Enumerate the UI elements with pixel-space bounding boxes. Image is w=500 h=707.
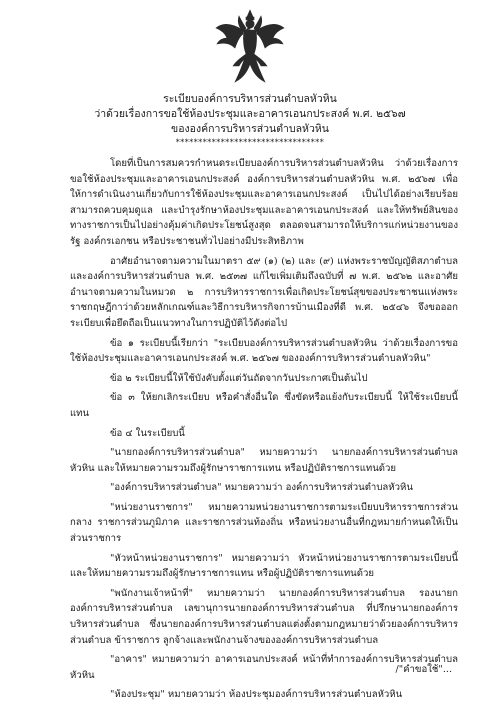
paragraph: "หน่วยงานราชการ" หมายความหน่วยงานราชการตามระเบียบบริหารราชการส่วนกลาง ราชการส่วนภูมิภาค และราชการส่วนท้องถิ่น หรือหน่วยงานอื่นที่กฎหมายกำหนดให้เป็นส่วนราชการ xyxy=(70,501,458,545)
garuda-emblem-icon xyxy=(213,8,287,86)
paragraph: "ห้องประชุม" หมายความว่า ห้องประชุมองค์การบริหารส่วนตำบลหัวหิน xyxy=(110,689,403,701)
paragraph: "อาคาร" หมายความว่า อาคารเอนกประสงค์ หน้าที่ทำการองค์การบริหารส่วนตำบลหัวหิน xyxy=(70,654,458,681)
title-line: ระเบียบองค์การบริหารส่วนตำบลหัวหิน xyxy=(163,93,337,105)
paragraph: อาศัยอำนาจตามความในมาตรา ๕๙ (๑) (๒) และ (๙) แห่งพระราชบัญญัติสภาตำบลและองค์การบริหารส่วนตำบล พ.ศ. ๒๕๓๗ แก้ไขเพิ่มเติมถึงฉบับที่ ๗ พ.ศ. ๒๕๖๒ และอาศัยอำนาจตามความในหมวด ๒ การบริหารราชการเพื่อเกิดประโยชน์สุขของประชาชนแห่งพระราชกฤษฎีกาว่าด้วยหลักเกณฑ์และวิธีการบริหารกิจการบ้านเมืองที่ดี พ.ศ. ๒๕๔๖ จึงขอออกระเบียบเพื่อยึดถือเป็นแนวทางในการปฏิบัติไว้ดังต่อไป xyxy=(70,255,458,329)
paragraph: "พนักงานเจ้าหน้าที่" หมายความว่า นายกองค์การบริหารส่วนตำบล รองนายกองค์การบริหารส่วนตำบล เลขานุการนายกองค์การบริหารส่วนตำบล ที่ปรึกษานายกองค์การบริหารส่วนตำบล ซึ่งนายกองค์การบริหารส่วนตำบลแต่งตั้งตามกฎหมายว่าด้วยองค์การบริหารส่วนตำบล ข้าราชการ ลูกจ้างและพนักงานจ้างขององค์การบริหารส่วนตำบล xyxy=(70,587,458,646)
paragraph: ข้อ ๒ ระเบียบนี้ให้ใช้บังคับตั้งแต่วันถัดจากวันประกาศเป็นต้นไป xyxy=(110,372,368,384)
paragraph: โดยที่เป็นการสมควรกำหนดระเบียบองค์การบริหารส่วนตำบลหัวหิน ว่าด้วยเรื่องการขอใช้ห้องประชุมและอาคารเอนกประสงค์ องค์การบริหารส่วนตำบลหัวหิน พ.ศ. ๒๕๖๗ เพื่อให้การดำเนินงานเกี่ยวกับการใช้ห้องประชุมและอาคารเอนกประสงค์ เป็นไปได้อย่างเรียบร้อย สามารถควบคุมดูแล และบำรุงรักษาห้องประชุมและอาคารเอนกประสงค์ และให้ทรัพย์สินของทางราชการเป็นไปอย่างคุ้มค่าเกิดประโยชน์สูงสุด ตลอดจนสามารถให้บริการแก่หน่วยงานของรัฐ องค์กรเอกชน หรือประชาชนทั่วไปอย่างมีประสิทธิภาพ xyxy=(70,158,458,247)
document-body xyxy=(70,156,458,707)
paragraph: ข้อ ๑ ระเบียบนี้เรียกว่า "ระเบียบองค์การบริหารส่วนตำบลหัวหิน ว่าด้วยเรื่องการขอใช้ห้องประชุมและอาคารเอนกประสงค์ พ.ศ. ๒๕๖๗ ขององค์การบริหารส่วนตำบลหัวหิน" xyxy=(70,337,458,365)
paragraph: "องค์การบริหารส่วนตำบล" หมายความว่า องค์การบริหารส่วนตำบลหัวหิน xyxy=(110,482,413,494)
paragraph: ข้อ ๔ ในระเบียบนี้ xyxy=(110,427,185,439)
paragraph: "นายกองค์การบริหารส่วนตำบล" หมายความว่า นายกองค์การบริหารส่วนตำบลหัวหิน และให้หมายความรวมถึงผู้รักษาราชการแทน หรือปฏิบัติราชการแทนด้วย xyxy=(70,447,458,474)
paragraph: "หัวหน้าหน่วยงานราชการ" หมายความว่า หัวหน้าหน่วยงานราชการตามระเบียบนี้และให้หมายความรวมถึงผู้รักษาราชการแทน หรือผู้ปฏิบัติราชการแทนด้วย xyxy=(70,552,458,580)
title-line: ขององค์การบริหารส่วนตำบลหัวหิน xyxy=(171,123,329,135)
document-title xyxy=(40,92,460,149)
paragraph: ข้อ ๓ ให้ยกเลิกระเบียบ หรือคำสั่งอื่นใด ซึ่งขัดหรือแย้งกับระเบียบนี้ ให้ใช้ระเบียบนี้แทน xyxy=(70,392,458,419)
next-page-marker: /"คำขอใช้"... xyxy=(395,664,452,675)
separator-stars: ********************************* xyxy=(175,138,325,147)
title-line: ว่าด้วยเรื่องการขอใช้ห้องประชุมและอาคารเอนกประสงค์ พ.ศ. ๒๕๖๗ xyxy=(94,108,406,120)
